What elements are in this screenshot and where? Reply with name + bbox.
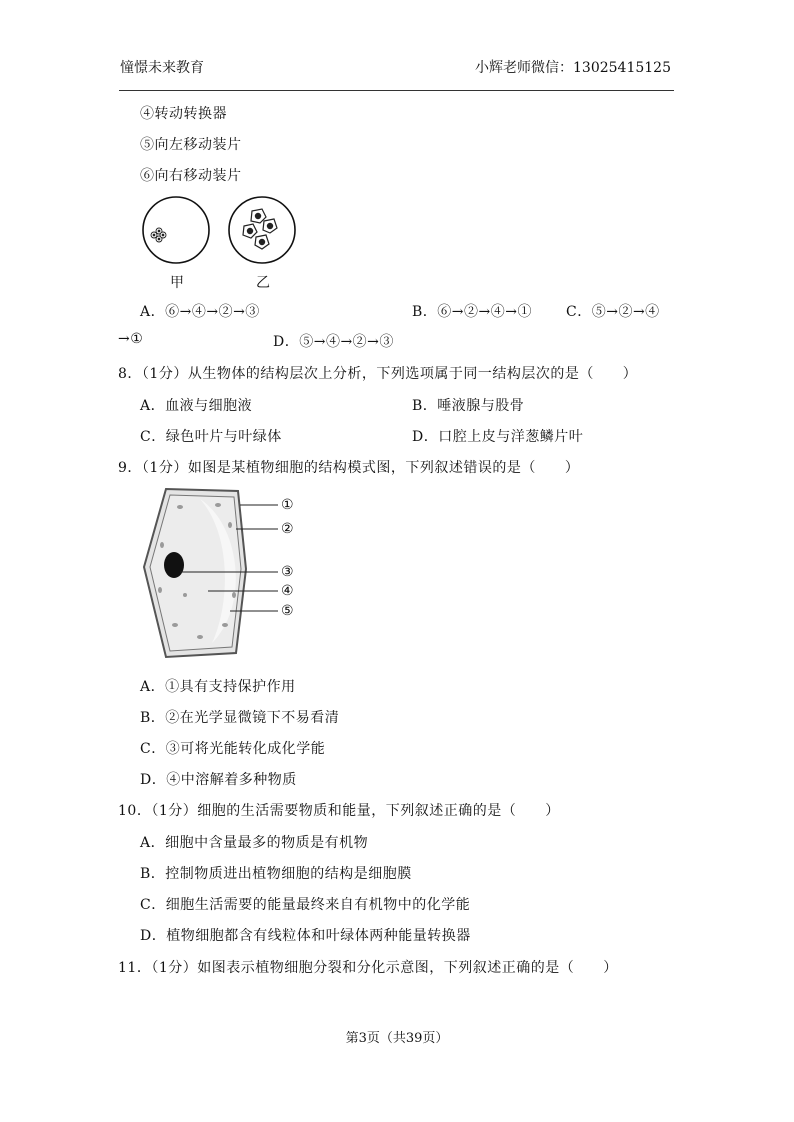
q7-option-c-continued: →①: [118, 331, 144, 347]
view-jia-circle: [143, 197, 209, 263]
header-right-contact: 小辉老师微信：13025415125: [475, 60, 671, 76]
page-number-footer: 第3页（共39页）: [345, 1031, 449, 1046]
cell-label-1: ①: [281, 497, 295, 513]
q7-step-5: ⑤向左移动装片: [140, 137, 242, 153]
q9-stem: 9．（1分）如图是某植物细胞的结构模式图，下列叙述错误的是（ ）: [118, 460, 580, 476]
q9-option-b: B．②在光学显微镜下不易看清: [140, 710, 340, 726]
q7-option-b: B．⑥→②→④→①: [412, 304, 532, 320]
cell-label-4: ④: [281, 583, 295, 599]
q10-option-c: C．细胞生活需要的能量最终来自有机物中的化学能: [140, 897, 471, 913]
view-yi-circle: [229, 197, 295, 263]
q7-step-6: ⑥向右移动装片: [140, 168, 242, 184]
q7-option-d: D．⑤→④→②→③: [273, 334, 394, 350]
q8-stem: 8．（1分）从生物体的结构层次上分析，下列选项属于同一结构层次的是（ ）: [118, 366, 638, 382]
q9-option-a: A．①具有支持保护作用: [140, 679, 296, 695]
figure-label-jia: 甲: [170, 275, 184, 291]
q7-step-4: ④转动转换器: [140, 106, 227, 122]
header-left-brand: 憧憬未来教育: [120, 60, 204, 76]
q11-stem: 11．（1分）如图表示植物细胞分裂和分化示意图，下列叙述正确的是（ ）: [118, 960, 618, 976]
q10-option-d: D．植物细胞都含有线粒体和叶绿体两种能量转换器: [140, 928, 471, 944]
q7-option-a: A．⑥→④→②→③: [140, 304, 260, 320]
cell-label-3: ③: [281, 564, 295, 580]
q8-option-a: A．血液与细胞液: [140, 398, 253, 414]
figure-label-yi: 乙: [256, 275, 270, 291]
q7-option-c: C．⑤→②→④: [566, 304, 660, 320]
q8-option-c: C．绿色叶片与叶绿体: [140, 429, 282, 445]
cell-label-5: ⑤: [281, 603, 295, 619]
q10-option-a: A．细胞中含量最多的物质是有机物: [140, 835, 369, 851]
nucleus: [164, 552, 184, 578]
q8-option-b: B．唾液腺与股骨: [412, 398, 525, 414]
q10-stem: 10．（1分）细胞的生活需要物质和能量，下列叙述正确的是（ ）: [118, 803, 560, 819]
cell-label-2: ②: [281, 521, 295, 537]
q10-option-b: B．控制物质进出植物细胞的结构是细胞膜: [140, 866, 412, 882]
q9-option-c: C．③可将光能转化成化学能: [140, 741, 326, 757]
header-divider: [119, 90, 674, 91]
q8-option-d: D．口腔上皮与洋葱鳞片叶: [412, 429, 584, 445]
microscope-view-figure: [140, 195, 305, 265]
q9-option-d: D．④中溶解着多种物质: [140, 772, 297, 788]
